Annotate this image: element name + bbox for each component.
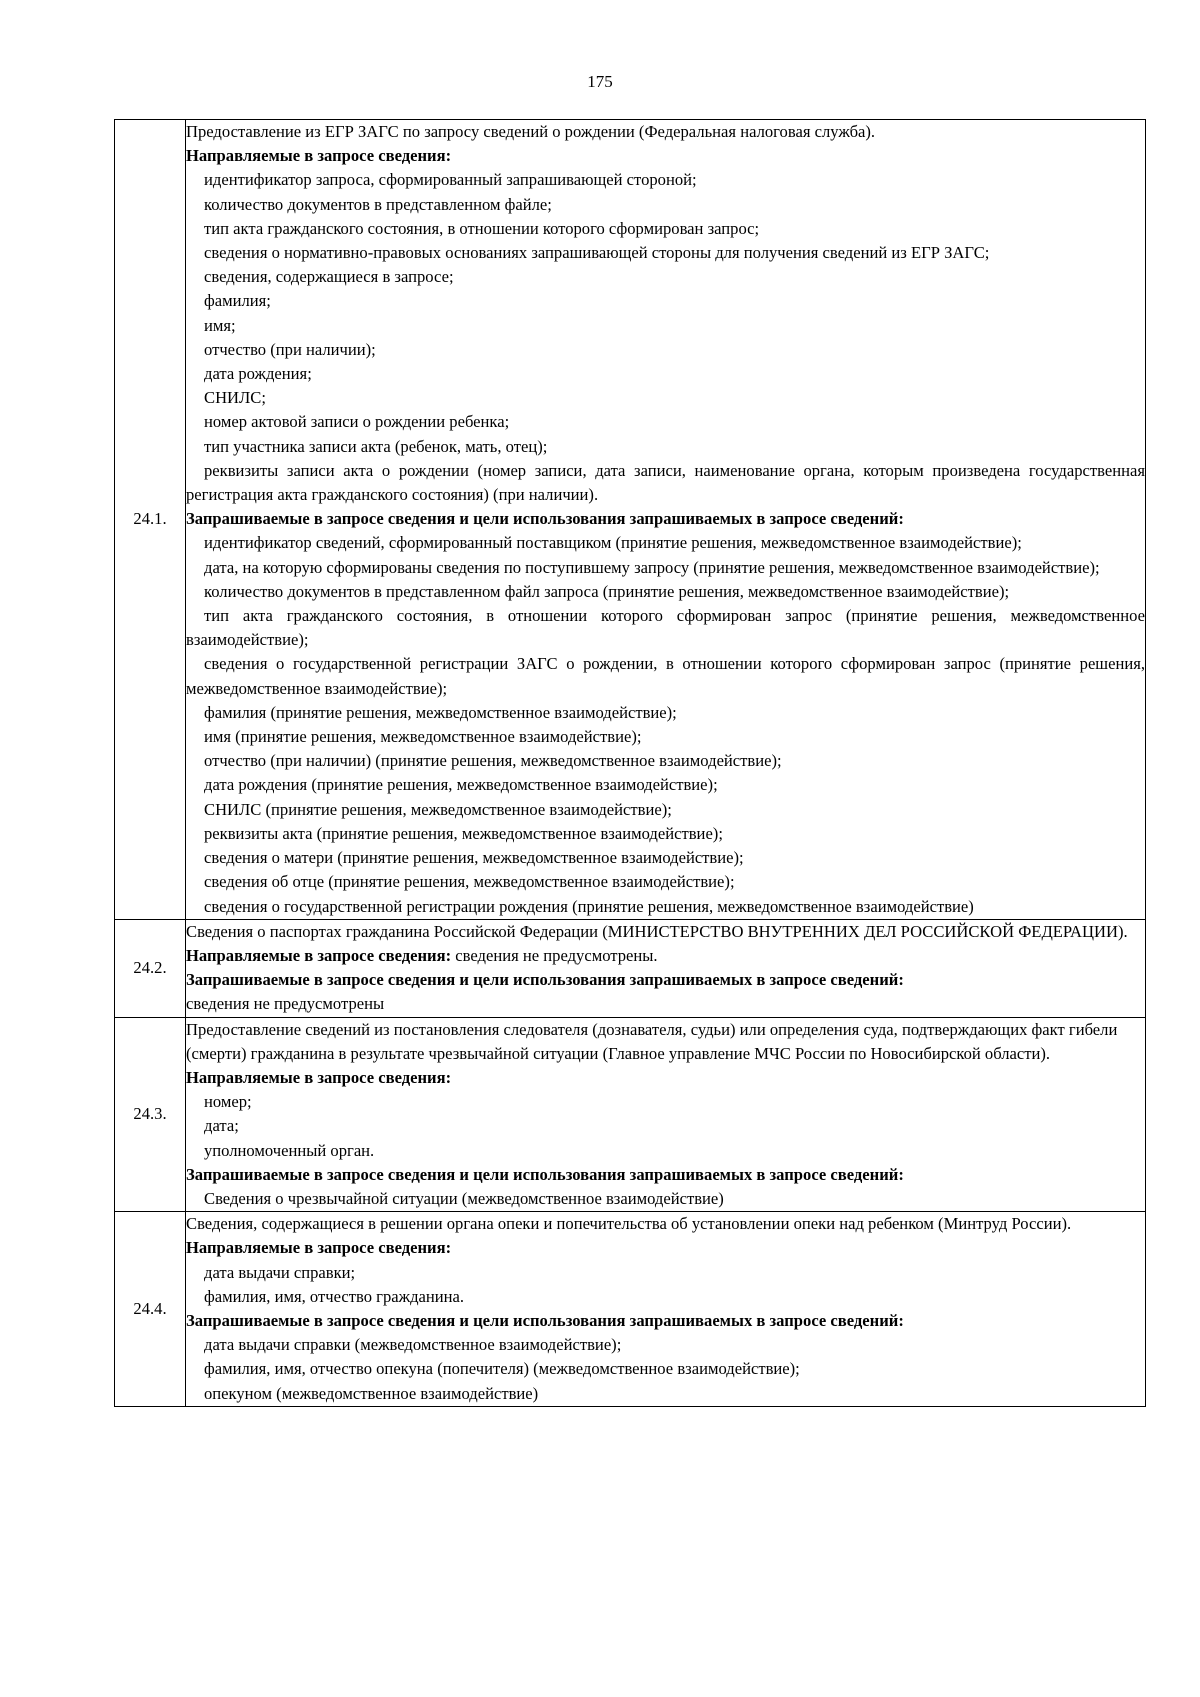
row-number: 24.1. <box>115 120 186 920</box>
content-line: количество документов в представленном файл запроса (принятие решения, межведомственное взаимодействие); <box>204 581 1010 601</box>
row-number: 24.2. <box>115 919 186 1017</box>
content-line <box>186 944 1145 968</box>
row-title: Сведения, содержащиеся в решении органа опеки и попечительства об установлении опеки над ребенком (Минтруд России). <box>186 1214 1072 1234</box>
section-heading: Запрашиваемые в запросе сведения и цели использования запрашиваемых в запросе сведений: <box>186 970 904 990</box>
content-line: СНИЛС; <box>204 388 266 408</box>
content-line: реквизиты акта (принятие решения, межведомственное взаимодействие); <box>204 823 723 843</box>
content-line: тип акта гражданского состояния, в отношении которого сформирован запрос (принятие решения, межведомственное взаимодействие); <box>186 606 1145 650</box>
row-content <box>186 120 1146 920</box>
content-line: уполномоченный орган. <box>204 1140 375 1160</box>
row-number: 24.4. <box>115 1212 186 1407</box>
section-heading: Направляемые в запросе сведения: <box>186 1238 452 1258</box>
table-row <box>115 1212 1146 1407</box>
content-line: имя (принятие решения, межведомственное взаимодействие); <box>204 727 642 747</box>
content-line: дата выдачи справки (межведомственное взаимодействие); <box>204 1335 622 1355</box>
row-title: Предоставление из ЕГР ЗАГС по запросу сведений о рождении (Федеральная налоговая служба). <box>186 122 876 141</box>
content-line: сведения о матери (принятие решения, межведомственное взаимодействие); <box>204 848 744 868</box>
content-line: фамилия, имя, отчество опекуна (попечителя) (межведомственное взаимодействие); <box>204 1359 800 1379</box>
row-title: Сведения о паспортах гражданина Российской Федерации (МИНИСТЕРСТВО ВНУТРЕННИХ ДЕЛ РОССИЙСКОЙ ФЕДЕРАЦИИ). <box>186 921 1128 941</box>
content-line: сведения, содержащиеся в запросе; <box>204 267 454 287</box>
table-body <box>115 120 1146 1407</box>
row-title: Предоставление сведений из постановления следователя (дознавателя, судьи) или определения суда, подтверждающих факт гибели (смерти) гражданина в результате чрезвычайной ситуации (Главное управление МЧС России по Новосибирской области). <box>186 1019 1118 1063</box>
row-content <box>186 1212 1146 1407</box>
content-line: дата рождения; <box>204 364 312 384</box>
content-line: фамилия, имя, отчество гражданина. <box>204 1286 465 1306</box>
content-line: сведения не предусмотрены <box>186 994 385 1014</box>
section-heading: Запрашиваемые в запросе сведения и цели использования запрашиваемых в запросе сведений: <box>186 1310 904 1330</box>
table-row <box>115 1017 1146 1212</box>
row-content <box>186 1017 1146 1212</box>
row-content <box>186 919 1146 1017</box>
section-heading: Направляемые в запросе сведения: <box>186 1067 452 1087</box>
table-row <box>115 919 1146 1017</box>
content-line: идентификатор запроса, сформированный запрашивающей стороной; <box>204 170 697 190</box>
content-line: сведения о государственной регистрации ЗАГС о рождении, в отношении которого сформирован запрос (принятие решения, межведомственное взаимодействие); <box>186 654 1145 698</box>
information-table <box>114 119 1146 1407</box>
content-line: СНИЛС (принятие решения, межведомственное взаимодействие); <box>204 799 672 819</box>
content-line: сведения о нормативно-правовых основаниях запрашивающей стороны для получения сведений из ЕГР ЗАГС; <box>204 243 990 263</box>
page-number: 175 <box>587 72 613 91</box>
content-line: дата, на которую сформированы сведения по поступившему запросу (принятие решения, межведомственное взаимодействие); <box>204 557 1100 577</box>
section-heading: Запрашиваемые в запросе сведения и цели использования запрашиваемых в запросе сведений: <box>186 1164 904 1184</box>
content-line: дата рождения (принятие решения, межведомственное взаимодействие); <box>204 775 718 795</box>
content-line: фамилия (принятие решения, межведомственное взаимодействие); <box>204 702 677 722</box>
content-line: дата; <box>204 1116 239 1136</box>
content-line: тип участника записи акта (ребенок, мать, отец); <box>204 436 548 456</box>
section-heading: Направляемые в запросе сведения: <box>186 146 452 166</box>
content-line: Сведения о чрезвычайной ситуации (межведомственное взаимодействие) <box>204 1188 724 1208</box>
content-line: реквизиты записи акта о рождении (номер записи, дата записи, наименование органа, которым произведена государственная регистрация акта гражданского состояния) (при наличии). <box>186 460 1145 505</box>
content-line: идентификатор сведений, сформированный поставщиком (принятие решения, межведомственное взаимодействие); <box>204 533 1022 553</box>
content-text: сведения не предусмотрены. <box>451 945 658 965</box>
content-line: опекуном (межведомственное взаимодействие) <box>204 1383 539 1403</box>
content-line: номер; <box>204 1092 252 1112</box>
content-line: количество документов в представленном файле; <box>204 194 552 214</box>
content-line: тип акта гражданского состояния, в отношении которого сформирован запрос; <box>204 218 760 238</box>
content-line: сведения об отце (принятие решения, межведомственное взаимодействие); <box>204 872 735 892</box>
section-heading: Направляемые в запросе сведения: <box>186 945 452 965</box>
content-line: отчество (при наличии) (принятие решения, межведомственное взаимодействие); <box>204 751 782 771</box>
section-heading: Запрашиваемые в запросе сведения и цели использования запрашиваемых в запросе сведений: <box>186 509 904 529</box>
content-line: номер актовой записи о рождении ребенка; <box>204 412 510 432</box>
content-line: дата выдачи справки; <box>204 1262 356 1282</box>
content-line: фамилия; <box>204 291 271 311</box>
content-line: сведения о государственной регистрации рождения (принятие решения, межведомственное взаимодействие) <box>204 896 974 916</box>
row-number: 24.3. <box>115 1017 186 1212</box>
content-line: имя; <box>204 315 236 335</box>
content-line: отчество (при наличии); <box>204 339 376 359</box>
table-row <box>115 120 1146 920</box>
